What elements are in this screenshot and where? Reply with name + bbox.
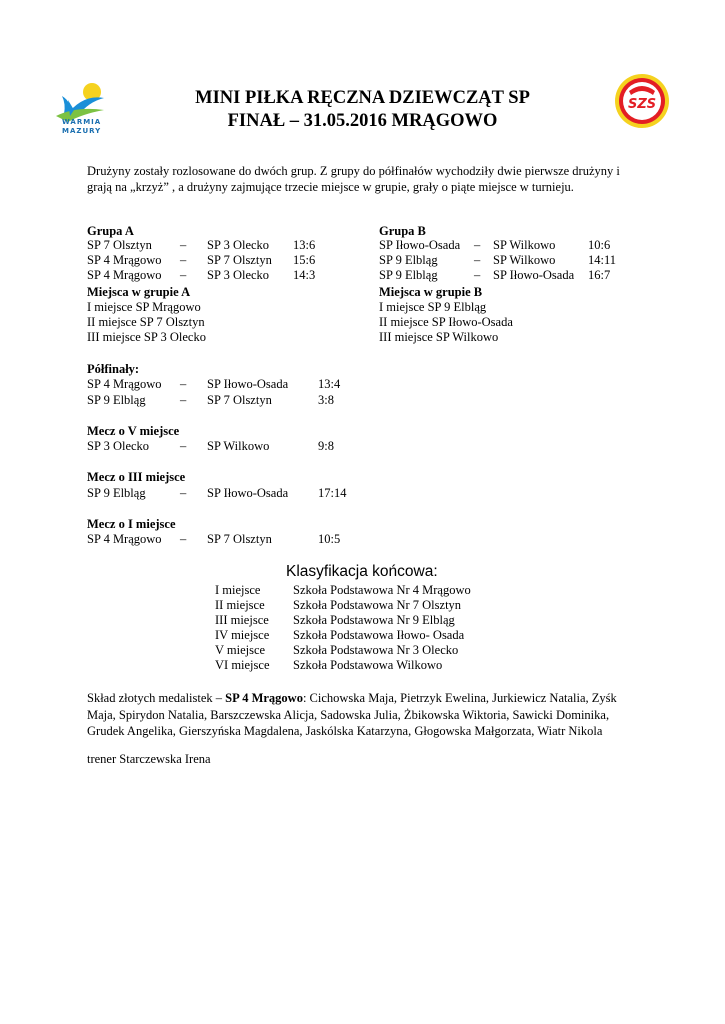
semifinals-title: Półfinały: xyxy=(87,362,140,376)
group-b-place: II miejsce SP Iłowo-Osada xyxy=(379,315,513,329)
squad-prefix: Skład złotych medalistek – xyxy=(87,691,226,705)
logo-text-mazury: MAZURY xyxy=(62,127,102,135)
match-away: SP 7 Olsztyn xyxy=(207,532,272,546)
match-dash: – xyxy=(474,253,481,267)
match-dash: – xyxy=(180,532,187,546)
match-away: SP 3 Olecko xyxy=(207,238,270,252)
match-away: SP 7 Olsztyn xyxy=(207,393,272,407)
match-home: SP 7 Olsztyn xyxy=(87,238,152,252)
match-away: SP Iłowo-Osada xyxy=(207,377,289,391)
match-away: SP Wilkowo xyxy=(493,253,556,267)
classification-school: Szkoła Podstawowa Iłowo- Osada xyxy=(293,628,465,642)
match-home: SP 4 Mrągowo xyxy=(87,253,162,267)
match-home: SP 4 Mrągowo xyxy=(87,532,162,546)
match-score: 16:7 xyxy=(588,268,611,282)
match-home: SP Iłowo-Osada xyxy=(379,238,461,252)
match-away: SP Wilkowo xyxy=(493,238,556,252)
classification-school: Szkoła Podstawowa Nr 3 Olecko xyxy=(293,643,459,657)
match-dash: – xyxy=(474,268,481,282)
third-place-title: Mecz o III miejsce xyxy=(87,470,186,484)
match-dash: – xyxy=(180,377,187,391)
match-score: 9:8 xyxy=(318,439,334,453)
match-score: 10:6 xyxy=(588,238,611,252)
group-a-title: Grupa A xyxy=(87,224,134,238)
classification-school: Szkoła Podstawowa Nr 4 Mrągowo xyxy=(293,583,471,597)
title-line-2: FINAŁ – 31.05.2016 MRĄGOWO xyxy=(227,111,498,131)
group-b-place: I miejsce SP 9 Elbląg xyxy=(379,300,487,314)
classification-place: VI miejsce xyxy=(215,658,270,672)
match-dash: – xyxy=(180,238,187,252)
match-home: SP 9 Elbląg xyxy=(87,486,146,500)
squad-coach: trener Starczewska Irena xyxy=(87,752,211,766)
classification-place: I miejsce xyxy=(215,583,261,597)
match-dash: – xyxy=(474,238,481,252)
group-b-places-title: Miejsca w grupie B xyxy=(379,285,483,299)
group-a-place: II miejsce SP 7 Olsztyn xyxy=(87,315,205,329)
classification-title: Klasyfikacja końcowa: xyxy=(286,563,438,580)
title-line-1: MINI PIŁKA RĘCZNA DZIEWCZĄT SP xyxy=(195,88,530,108)
squad-names: : Cichowska Maja, Pietrzyk Ewelina, Jurkiewicz Natalia, Zyśk Maja, Spirydon Natalia, Barszczewska Alicja, Sadowska Julia, Żbikowska Wiktoria, Sawicki Dominika, Grudek Angelika, Gierszyńska Magdalena, Jaskólska Katarzyna, Głogowska Małgorzata, Wiatr Nikola xyxy=(87,691,617,738)
intro-paragraph: Drużyny zostały rozlosowane do dwóch grup. Z grupy do półfinałów wychodziły dwie pierwsze drużyny i grają na „krzyż” , a drużyny zajmujące trzecie miejsce w grupie, grały o piąte miejsce w turnieju. xyxy=(87,164,620,194)
match-score: 14:11 xyxy=(588,253,617,267)
classification-school: Szkoła Podstawowa Wilkowo xyxy=(293,658,443,672)
classification-place: IV miejsce xyxy=(215,628,270,642)
first-place-title: Mecz o I miejsce xyxy=(87,517,176,531)
match-dash: – xyxy=(180,486,187,500)
classification-place: II miejsce xyxy=(215,598,265,612)
match-score: 15:6 xyxy=(293,253,316,267)
classification-place: III miejsce xyxy=(215,613,269,627)
match-home: SP 3 Olecko xyxy=(87,439,150,453)
match-away: SP 3 Olecko xyxy=(207,268,270,282)
classification-place: V miejsce xyxy=(215,643,266,657)
match-score: 13:6 xyxy=(293,238,316,252)
szs-logo-text: SZS xyxy=(628,97,657,112)
match-score: 17:14 xyxy=(318,486,347,500)
match-home: SP 9 Elbląg xyxy=(87,393,146,407)
fifth-place-title: Mecz o V miejsce xyxy=(87,424,180,438)
match-home: SP 9 Elbląg xyxy=(379,268,438,282)
group-b-place: III miejsce SP Wilkowo xyxy=(379,330,499,344)
match-score: 14:3 xyxy=(293,268,316,282)
match-dash: – xyxy=(180,439,187,453)
classification-school: Szkoła Podstawowa Nr 9 Elbląg xyxy=(293,613,455,627)
match-dash: – xyxy=(180,268,187,282)
logo-text-warmia: WARMIA xyxy=(62,118,102,126)
match-away: SP Iłowo-Osada xyxy=(207,486,289,500)
match-score: 10:5 xyxy=(318,532,341,546)
group-b-title: Grupa B xyxy=(379,224,426,238)
match-home: SP 4 Mrągowo xyxy=(87,268,162,282)
match-score: 3:8 xyxy=(318,393,334,407)
match-dash: – xyxy=(180,393,187,407)
match-away: SP Wilkowo xyxy=(207,439,270,453)
group-a-place: I miejsce SP Mrągowo xyxy=(87,300,201,314)
group-a-places-title: Miejsca w grupie A xyxy=(87,285,191,299)
classification-school: Szkoła Podstawowa Nr 7 Olsztyn xyxy=(293,598,462,612)
squad-team: SP 4 Mrągowo xyxy=(225,691,303,705)
group-a-place: III miejsce SP 3 Olecko xyxy=(87,330,206,344)
match-home: SP 9 Elbląg xyxy=(379,253,438,267)
match-away: SP 7 Olsztyn xyxy=(207,253,272,267)
match-away: SP Iłowo-Osada xyxy=(493,268,575,282)
match-score: 13:4 xyxy=(318,377,341,391)
match-home: SP 4 Mrągowo xyxy=(87,377,162,391)
squad-paragraph xyxy=(87,690,642,740)
match-dash: – xyxy=(180,253,187,267)
